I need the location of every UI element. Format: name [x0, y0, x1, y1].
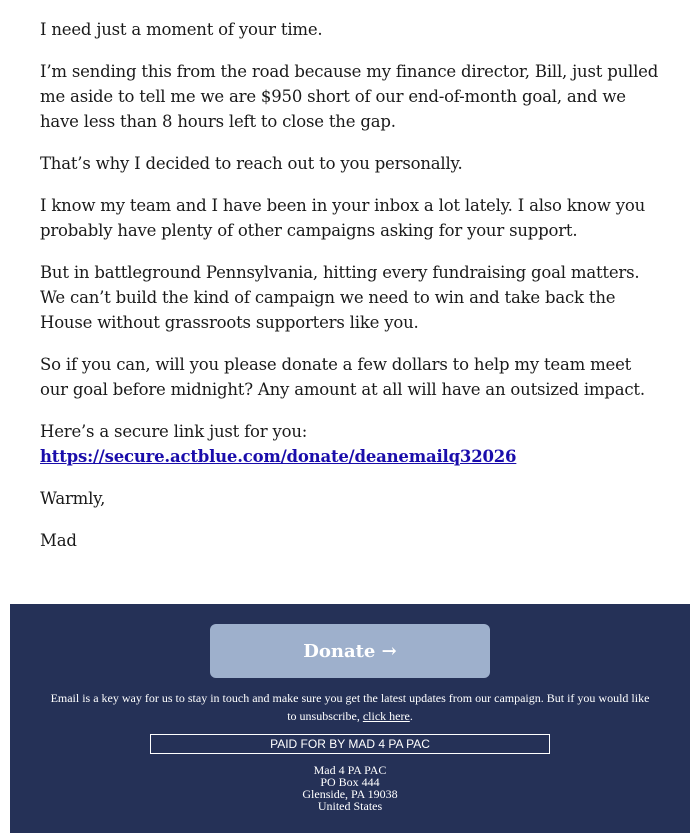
email-paragraph: That’s why I decided to reach out to you personally.	[40, 154, 463, 173]
address-line: Mad 4 PA PAC	[313, 763, 387, 777]
unsubscribe-link[interactable]: click here	[362, 709, 410, 723]
mailing-address	[150, 764, 550, 812]
email-footer	[10, 604, 690, 833]
link-paragraph	[40, 419, 660, 469]
note-end: .	[409, 709, 413, 723]
note-text: Email is a key way for us to stay in touch and make sure you get the latest updates from our campaign. But if you would like to unsubscribe,	[50, 691, 650, 723]
email-paragraph: But in battleground Pennsylvania, hitting every fundraising goal matters. We can’t build the kind of campaign we need to win and take back the House without grassroots supporters like you.	[40, 263, 640, 332]
address-line: PO Box 444	[320, 775, 380, 789]
email-paragraph: I know my team and I have been in your inbox a lot lately. I also know you probably have plenty of other campaigns asking for your support.	[40, 196, 646, 240]
donate-link[interactable]: https://secure.actblue.com/donate/deanemailq32026	[40, 447, 517, 466]
unsubscribe-note	[50, 689, 650, 725]
address-line: United States	[317, 799, 383, 813]
paid-for-disclaimer: PAID FOR BY MAD 4 PA PAC	[150, 734, 550, 754]
email-paragraph: I’m sending this from the road because my finance director, Bill, just pulled me aside to tell me we are $950 short of our end-of-month goal, and we have less than 8 hours left to close the gap.	[40, 62, 659, 131]
address-line: Glenside, PA 19038	[302, 787, 398, 801]
closing: Warmly,	[40, 489, 106, 508]
donate-button[interactable]: Donate →	[210, 624, 490, 678]
signature: Mad	[40, 531, 77, 550]
email-paragraph: I need just a moment of your time.	[40, 20, 323, 39]
link-intro: Here’s a secure link just for you:	[40, 422, 308, 441]
email-paragraph: So if you can, will you please donate a few dollars to help my team meet our goal before midnight? Any amount at all will have an outsized impact.	[40, 355, 645, 399]
